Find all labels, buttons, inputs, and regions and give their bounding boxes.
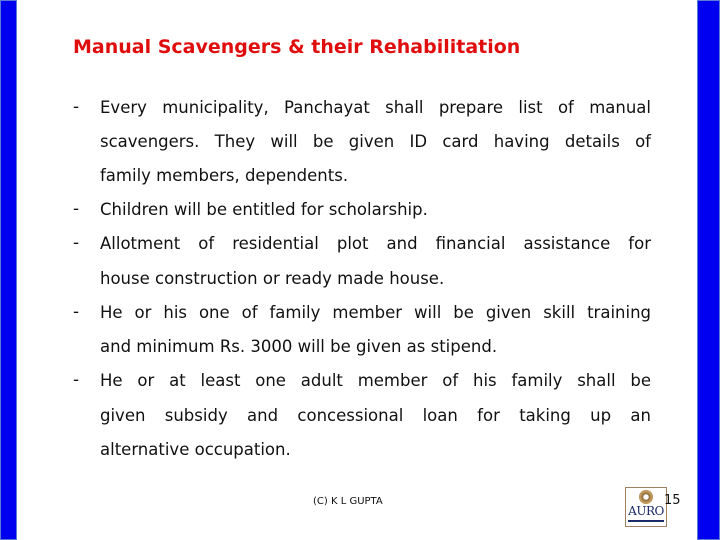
bullet-line: Allotment of residential plot and financial assistance for xyxy=(100,234,651,253)
slide-title: Manual Scavengers & their Rehabilitation xyxy=(73,36,521,58)
bullet-line: alternative occupation. xyxy=(100,440,291,459)
bullet-dash: - xyxy=(73,370,80,390)
logo-subline xyxy=(628,520,664,522)
logo-text: AURO xyxy=(628,504,664,518)
bullet-line: Children will be entitled for scholarship. xyxy=(100,200,428,219)
bullet-line: family members, dependents. xyxy=(100,166,349,185)
bullet-dash: - xyxy=(73,302,80,322)
bullet-line: and minimum Rs. 3000 will be given as stipend. xyxy=(100,337,498,356)
left-side-bar xyxy=(0,0,17,540)
bullet-dash: - xyxy=(73,199,80,219)
bullet-line: He or his one of family member will be given skill training xyxy=(100,303,651,322)
bullet-line: He or at least one adult member of his family shall be xyxy=(100,371,651,390)
page-number: 15 xyxy=(664,493,681,508)
footer-copyright: (C) K L GUPTA xyxy=(313,496,383,507)
bullet-dash: - xyxy=(73,233,80,253)
seal-icon xyxy=(639,490,653,504)
bullet-line: given subsidy and concessional loan for taking up an xyxy=(100,406,651,425)
bullet-line: scavengers. They will be given ID card having details of xyxy=(100,132,651,151)
bullet-line: house construction or ready made house. xyxy=(100,269,445,288)
right-side-bar xyxy=(697,0,720,540)
auro-university-logo xyxy=(625,487,667,527)
bullet-dash: - xyxy=(73,97,80,117)
bullet-line: Every municipality, Panchayat shall prepare list of manual xyxy=(100,98,651,117)
